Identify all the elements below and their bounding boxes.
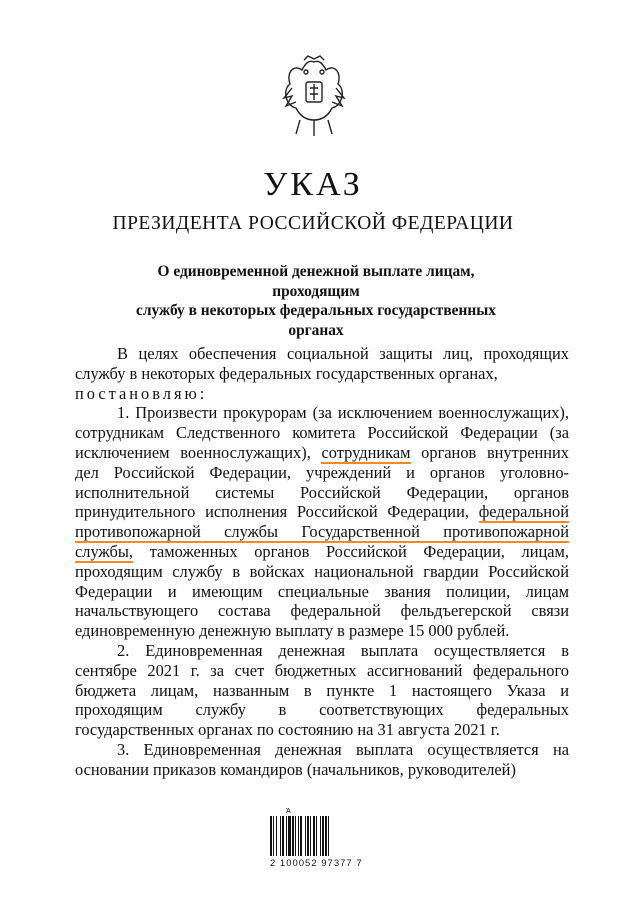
paragraph-1-part-a: 1. Произвести прокурорам (за исключением военнослужащих), сотрудникам Следственного комитета Российской Федерации (за исключением военнослужащих), [75,403,569,462]
preamble-text: В целях обеспечения социальной защиты лиц, проходящих службу в некоторых федеральных государственных органах, [75,344,569,383]
coat-of-arms-icon [276,54,352,138]
subject-line-1: О единовременной денежной выплате лицам, проходящим [157,263,475,300]
subject-line-3: органах [288,321,344,339]
highlight-fire-service: федеральной противопожарной службы Государственной противопожарной службы, [75,502,569,561]
preamble-paragraph [75,344,569,403]
barcode-number: 2 100052 97377 7 [270,858,363,869]
barcode [270,808,390,878]
paragraph-3: 3. Единовременная денежная выплата осуществляется на основании приказов командиров (начальников, руководителей) [75,739,569,779]
highlight-employees: сотрудникам [321,442,411,462]
barcode-bars [270,816,390,856]
document-subtitle: ПРЕЗИДЕНТА РОССИЙСКОЙ ФЕДЕРАЦИИ [112,213,514,234]
paragraph-1 [75,403,569,641]
barcode-mark: Ά [286,808,291,815]
decree-subject [120,262,512,340]
barcode-bar [329,816,331,856]
paragraph-1-part-b: органов внутренних дел Российской Федерации, учреждений и органов уголовно-исполнительной системы Российской Федерации, органов принудительного исполнения Российской Федерации, [75,442,569,522]
paragraph-2: 2. Единовременная денежная выплата осуществляется в сентябре 2021 г. за счет бюджетных ассигнований федерального бюджета лицам, названным в пункте 1 настоящего Указа и проходящим службу в соответствующих федеральных государственных органах по состоянию на 31 августа 2021 г. [75,640,569,740]
paragraph-1-part-c: таможенных органов Российской Федерации, лицам, проходящим службу в войсках национальной гвардии Российской Федерации и имеющим специальные звания полиции, лицам начальствующего состава федеральной фельдъегерской связи единовременную денежную выплату в размере 15 000 рублей. [75,541,569,641]
document-title: УКАЗ [263,166,363,203]
decree-word: постановляю: [75,383,208,403]
decree-body [75,344,569,780]
subject-line-2: службу в некоторых федеральных государственных [136,302,496,319]
